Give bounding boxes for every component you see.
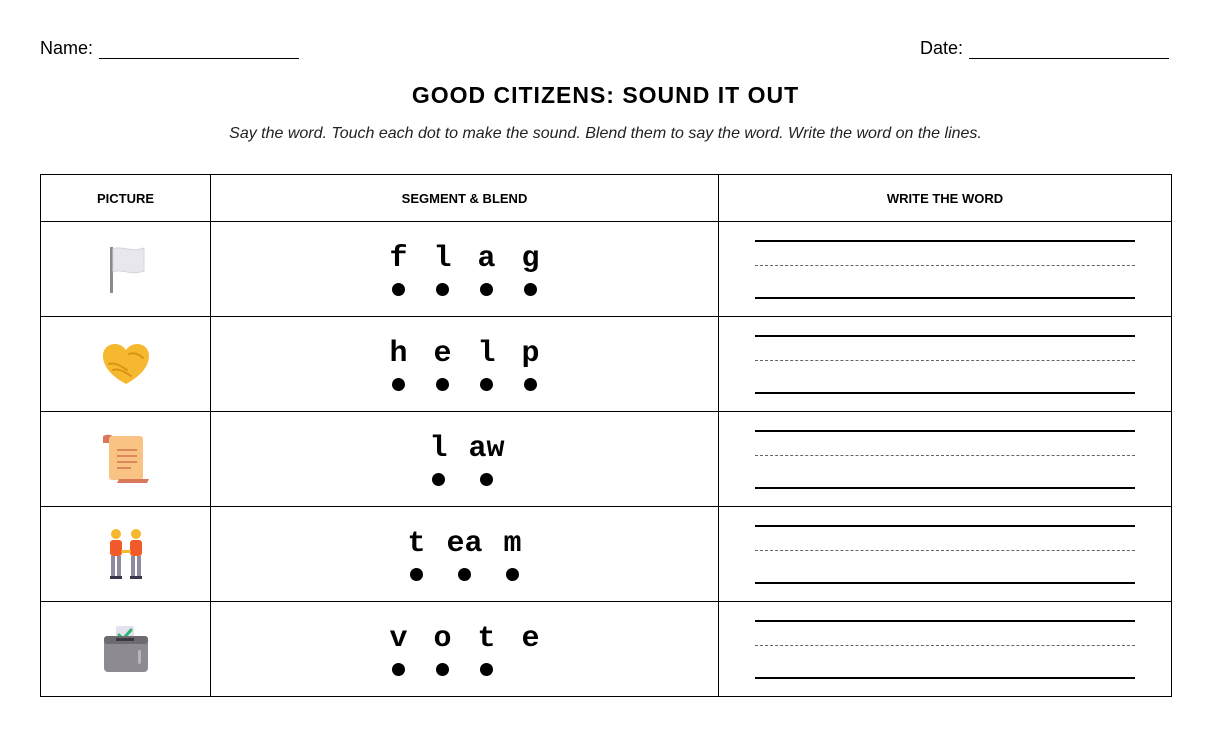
sound-segment: t: [473, 623, 501, 676]
white-flag-icon: [96, 239, 156, 299]
baseline: [755, 392, 1135, 394]
sound-segment: aw: [468, 433, 504, 486]
midline: [755, 645, 1135, 646]
sound-dot[interactable]: [480, 283, 493, 296]
sound-segment: g: [517, 243, 545, 296]
ballot-box-icon: [96, 619, 156, 679]
sound-segment: l: [424, 433, 452, 486]
table-row: [41, 412, 1172, 507]
sound-segment: h: [385, 338, 413, 391]
sound-segment: f: [385, 243, 413, 296]
segment-cell: [211, 222, 719, 317]
sound-segment: t: [402, 528, 430, 581]
top-line: [755, 525, 1135, 527]
sound-segment: l: [429, 243, 457, 296]
table-row: [41, 507, 1172, 602]
segment-group: [385, 243, 545, 296]
handwriting-lines[interactable]: [755, 507, 1135, 601]
segment-cell: [211, 602, 719, 697]
sound-dot[interactable]: [436, 663, 449, 676]
picture-cell: [41, 412, 211, 507]
sound-segment: e: [429, 338, 457, 391]
sound-segment: m: [499, 528, 527, 581]
baseline: [755, 297, 1135, 299]
table-row: [41, 317, 1172, 412]
people-holding-hands-icon: [96, 524, 156, 584]
top-line: [755, 430, 1135, 432]
midline: [755, 550, 1135, 551]
table-header-row: [41, 175, 1172, 222]
column-header-segment: SEGMENT & BLEND: [211, 175, 719, 222]
silent-segment: e: [517, 623, 545, 676]
handwriting-lines[interactable]: [755, 317, 1135, 411]
sound-dot[interactable]: [432, 473, 445, 486]
sound-dot[interactable]: [524, 283, 537, 296]
write-cell[interactable]: [719, 222, 1172, 317]
page-title: GOOD CITIZENS: SOUND IT OUT: [411, 82, 800, 108]
midline: [755, 265, 1135, 266]
sound-segment: p: [517, 338, 545, 391]
sound-segment: v: [385, 623, 413, 676]
sound-dot[interactable]: [480, 378, 493, 391]
sound-dot[interactable]: [392, 283, 405, 296]
date-input-line[interactable]: [969, 41, 1169, 59]
sound-segment: l: [473, 338, 501, 391]
instructions: Say the word. Touch each dot to make the sound. Blend them to say the word. Write the word on the lines.: [229, 125, 982, 142]
date-label: Date:: [920, 38, 964, 58]
baseline: [755, 582, 1135, 584]
handwriting-lines[interactable]: [755, 602, 1135, 696]
segment-cell: [211, 412, 719, 507]
write-cell[interactable]: [719, 602, 1172, 697]
table-row: [41, 602, 1172, 697]
segment-group: [402, 528, 526, 581]
column-header-write: WRITE THE WORD: [719, 175, 1172, 222]
baseline: [755, 677, 1135, 679]
column-header-picture: PICTURE: [41, 175, 211, 222]
sound-dot[interactable]: [392, 663, 405, 676]
name-field: [40, 38, 299, 59]
sound-segment: ea: [446, 528, 482, 581]
sound-dot[interactable]: [458, 568, 471, 581]
midline: [755, 360, 1135, 361]
segment-cell: [211, 507, 719, 602]
midline: [755, 455, 1135, 456]
picture-cell: [41, 222, 211, 317]
sound-segment: a: [473, 243, 501, 296]
sound-segment: o: [429, 623, 457, 676]
name-input-line[interactable]: [99, 41, 299, 59]
scroll-icon: [96, 429, 156, 489]
handwriting-lines[interactable]: [755, 412, 1135, 506]
segment-cell: [211, 317, 719, 412]
sound-dot[interactable]: [480, 473, 493, 486]
sound-dot[interactable]: [410, 568, 423, 581]
sound-dot[interactable]: [436, 283, 449, 296]
baseline: [755, 487, 1135, 489]
sound-dot[interactable]: [480, 663, 493, 676]
top-line: [755, 335, 1135, 337]
top-line: [755, 620, 1135, 622]
segment-group: [385, 338, 545, 391]
sound-dot[interactable]: [392, 378, 405, 391]
picture-cell: [41, 507, 211, 602]
write-cell[interactable]: [719, 412, 1172, 507]
picture-cell: [41, 317, 211, 412]
top-line: [755, 240, 1135, 242]
sound-dot[interactable]: [506, 568, 519, 581]
segment-group: [424, 433, 504, 486]
name-label: Name:: [40, 38, 94, 58]
sound-dot[interactable]: [524, 378, 537, 391]
picture-cell: [41, 602, 211, 697]
sound-dot[interactable]: [436, 378, 449, 391]
table-row: [41, 222, 1172, 317]
segment-group: [385, 623, 545, 676]
write-cell[interactable]: [719, 317, 1172, 412]
handwriting-lines[interactable]: [755, 222, 1135, 316]
handshake-icon: [96, 334, 156, 394]
write-cell[interactable]: [719, 507, 1172, 602]
worksheet-table: [40, 174, 1172, 697]
no-dot: [524, 663, 537, 676]
date-field: [920, 38, 1169, 59]
